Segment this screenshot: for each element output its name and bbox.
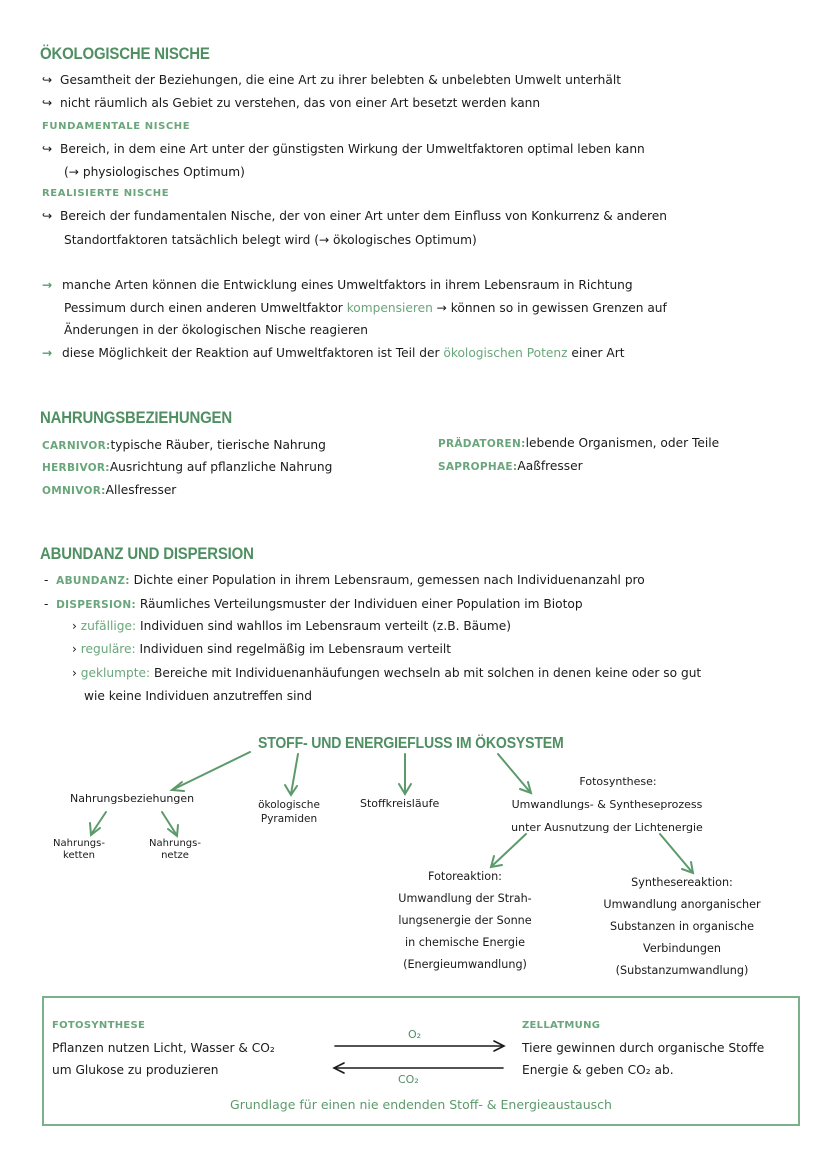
- box-fotosynthese-title: FOTOSYNTHESE: [52, 1020, 146, 1031]
- highlight-potenz: ökologischen Potenz: [443, 346, 568, 360]
- note-1-line-2: Pessimum durch einen anderen Umweltfaktor kompensieren → können so in gewissen Grenzen auf: [64, 301, 667, 315]
- term-carnivor: CARNIVOR:typische Räuber, tierische Nahrung: [42, 438, 326, 452]
- fundamental-niche-line-1: ↪ Bereich, in dem eine Art unter der günstigsten Wirkung der Umweltfaktoren optimal leben kann: [42, 142, 645, 156]
- niche-line-2: ↪ nicht räumlich als Gebiet zu verstehen, das von einer Art besetzt werden kann: [42, 96, 541, 110]
- hook-arrow-icon: ↪: [42, 73, 53, 87]
- flow-ketten: Nahrungs- ketten: [53, 838, 105, 861]
- chevron-right-icon: ›: [72, 642, 81, 656]
- dispersion-type-zufaellig: › zufällige: Individuen sind wahllos im Lebensraum verteilt (z.B. Bäume): [72, 619, 511, 633]
- box-footer: Grundlage für einen nie endenden Stoff- & Energieaustausch: [230, 1097, 612, 1112]
- section-title-niche: ÖKOLOGISCHE NISCHE: [40, 44, 210, 63]
- term-dispersion: - DISPERSION: Räumliches Verteilungsmuster der Individuen einer Population im Biotop: [44, 597, 583, 611]
- hook-arrow-icon: ↪: [42, 209, 53, 223]
- flow-synthesereaktion: Synthesereaktion: Umwandlung anorganischer Substanzen in organische Verbindungen (Substanzumwandlung): [603, 876, 761, 977]
- box-zellatmung-title: ZELLATMUNG: [522, 1020, 601, 1031]
- arrow-to-nahrung: [172, 752, 250, 790]
- term-omnivor: OMNIVOR:Allesfresser: [42, 483, 177, 497]
- niche-line-1: ↪ Gesamtheit der Beziehungen, die eine Art zu ihrer belebten & unbelebten Umwelt unterhält: [42, 73, 621, 87]
- highlight-kompensieren: kompensieren: [346, 301, 433, 315]
- flow-nahrungsbeziehungen: Nahrungsbeziehungen: [70, 792, 195, 805]
- box-o2-label: O₂: [408, 1028, 422, 1041]
- realised-niche-line-2: Standortfaktoren tatsächlich belegt wird (→ ökologisches Optimum): [64, 233, 477, 247]
- term-abundanz: - ABUNDANZ: Dichte einer Population in ihrem Lebensraum, gemessen nach Individuenanzahl pro: [44, 573, 645, 587]
- realised-niche-label: REALISIERTE NISCHE: [42, 188, 170, 199]
- note-1-line-1: → manche Arten können die Entwicklung eines Umweltfaktors in ihrem Lebensraum in Richtung: [42, 278, 633, 292]
- green-arrow-icon: →: [42, 278, 53, 292]
- note-1-line-3: Änderungen in der ökologischen Nische reagieren: [64, 323, 369, 337]
- flow-fotoreaktion: Fotoreaktion: Umwandlung der Strah- lungsenergie der Sonne in chemische Energie (Energieumwandlung): [398, 870, 532, 971]
- fundamental-niche-line-2: (→ physiologisches Optimum): [64, 165, 245, 179]
- flow-stoffkreislaeufe: Stoffkreisläufe: [360, 797, 440, 810]
- box-left-line-1: Pflanzen nutzen Licht, Wasser & CO₂: [52, 1041, 275, 1055]
- dispersion-type-regulaer: › reguläre: Individuen sind regelmäßig im Lebensraum verteilt: [72, 642, 452, 656]
- realised-niche-line-1: ↪ Bereich der fundamentalen Nische, der von einer Art unter dem Einfluss von Konkurrenz & anderen: [42, 209, 667, 223]
- hook-arrow-icon: ↪: [42, 142, 53, 156]
- dispersion-type-geklumpt: › geklumpte: Bereiche mit Individuenanhäufungen wechseln ab mit solchen in denen keine oder so gut: [72, 666, 702, 680]
- box-co2-label: CO₂: [398, 1073, 419, 1086]
- fundamental-niche-label: FUNDAMENTALE NISCHE: [42, 121, 191, 132]
- box-right-line-1: Tiere gewinnen durch organische Stoffe: [522, 1041, 765, 1055]
- chevron-right-icon: ›: [72, 619, 81, 633]
- flow-pyramiden: ökologische Pyramiden: [258, 799, 320, 825]
- hook-arrow-icon: ↪: [42, 96, 53, 110]
- box-left-line-2: um Glukose zu produzieren: [52, 1063, 219, 1077]
- section-title-nutrition: NAHRUNGSBEZIEHUNGEN: [40, 408, 232, 427]
- dispersion-type-geklumpt-cont: wie keine Individuen anzutreffen sind: [84, 689, 312, 703]
- note-2: → diese Möglichkeit der Reaktion auf Umweltfaktoren ist Teil der ökologischen Potenz einer Art: [42, 346, 625, 360]
- box-right-line-2: Energie & geben CO₂ ab.: [522, 1063, 674, 1077]
- section-title-abundance: ABUNDANZ UND DISPERSION: [40, 544, 254, 563]
- term-praedatoren: PRÄDATOREN:lebende Organismen, oder Teile: [438, 436, 720, 450]
- chevron-right-icon: ›: [72, 666, 81, 680]
- term-herbivor: HERBIVOR:Ausrichtung auf pflanzliche Nahrung: [42, 460, 333, 474]
- flow-netze: Nahrungs- netze: [149, 838, 201, 861]
- green-arrow-icon: →: [42, 346, 53, 360]
- term-saprophae: SAPROPHAE:Aaßfresser: [438, 459, 583, 473]
- arrow-to-synthese: [660, 834, 692, 872]
- flow-fotosynthese: Fotosynthese: Umwandlungs- & Syntheseprozess unter Ausnutzung der Lichtenergie: [511, 775, 703, 834]
- flow-title: STOFF- UND ENERGIEFLUSS IM ÖKOSYSTEM: [258, 735, 564, 752]
